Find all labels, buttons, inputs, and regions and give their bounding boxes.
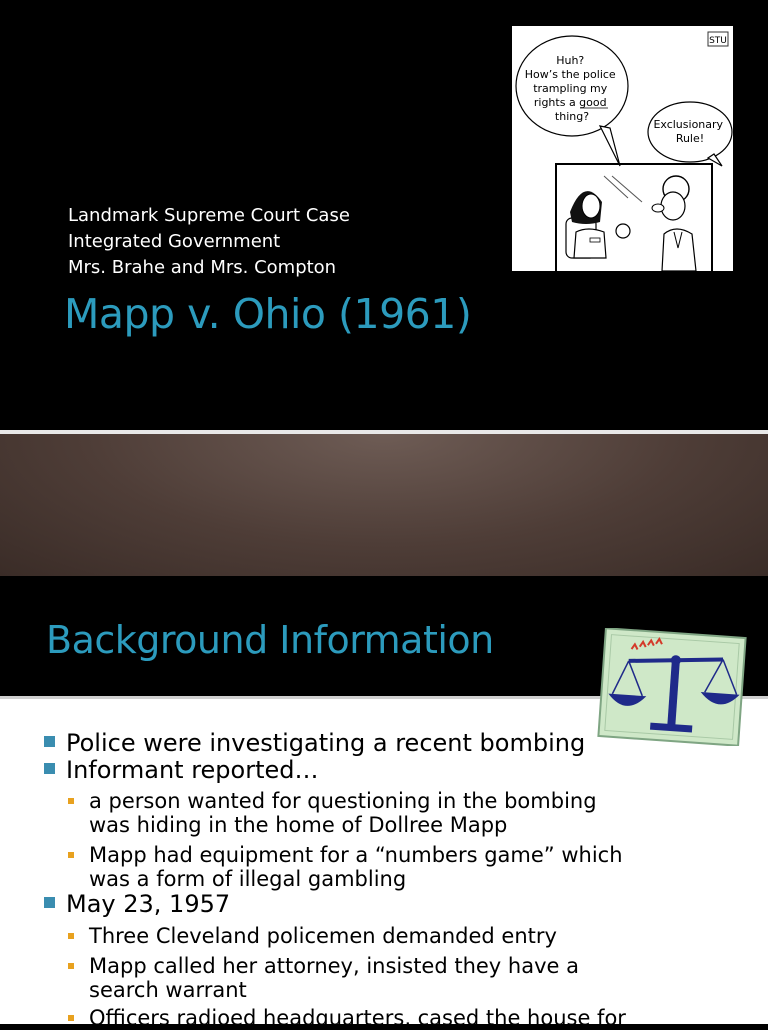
bullet-text-line: a person wanted for questioning in the bombing bbox=[89, 789, 597, 813]
man-nose bbox=[652, 204, 664, 212]
clerk-body bbox=[574, 229, 606, 258]
square-bullet-icon bbox=[44, 736, 55, 747]
bullet-text-line: was a form of illegal gambling bbox=[89, 867, 407, 891]
bubble-right-line: Exclusionary bbox=[653, 118, 724, 131]
bubble-left-line: rights a good bbox=[533, 96, 607, 109]
bullet-text: May 23, 1957 bbox=[66, 890, 231, 918]
cartoon-illustration bbox=[512, 26, 733, 271]
square-bullet-icon bbox=[68, 933, 74, 939]
bubble-left-line: trampling my bbox=[533, 82, 608, 95]
man-face bbox=[661, 192, 685, 220]
speech-bubble-left-tail bbox=[600, 126, 620, 166]
clerk-badge bbox=[590, 238, 600, 242]
speaker-hole bbox=[616, 224, 630, 238]
bubble-left-line: How’s the police bbox=[524, 68, 616, 81]
bullet-text-line: was hiding in the home of Dollree Mapp bbox=[89, 813, 508, 837]
glass-glare bbox=[612, 176, 642, 202]
subtitle-line-1: Landmark Supreme Court Case bbox=[68, 205, 350, 226]
square-bullet-icon bbox=[44, 897, 55, 908]
scales-of-justice-image bbox=[597, 628, 747, 746]
slide-blank bbox=[0, 434, 768, 576]
bubble-left-line: thing? bbox=[554, 110, 590, 123]
bullet-text-line: Mapp called her attorney, insisted they have a bbox=[89, 954, 579, 978]
square-bullet-icon bbox=[68, 1015, 74, 1021]
clerk-face bbox=[582, 194, 600, 218]
man-body bbox=[662, 229, 696, 271]
slide-title-heading: Mapp v. Ohio (1961) bbox=[64, 290, 472, 338]
square-bullet-icon bbox=[68, 798, 74, 804]
bullet-text-line: Three Cleveland policemen demanded entry bbox=[89, 924, 557, 948]
logo-text: STU bbox=[709, 36, 727, 46]
bullet-text: Police were investigating a recent bombing bbox=[66, 729, 586, 757]
bullet-text: Informant reported… bbox=[66, 756, 319, 784]
cartoon-image bbox=[512, 26, 733, 271]
scales-icon bbox=[597, 628, 747, 746]
subtitle-line-3: Mrs. Brahe and Mrs. Compton bbox=[68, 257, 337, 278]
slide-heading: Background Information bbox=[46, 618, 494, 662]
bubble-right-line: Rule! bbox=[675, 132, 705, 145]
square-bullet-icon bbox=[68, 963, 74, 969]
slide-title bbox=[0, 0, 768, 430]
bullet-text-line: Mapp had equipment for a “numbers game” which bbox=[89, 843, 623, 867]
bullet-text-line: Officers radioed headquarters, cased the house for bbox=[89, 1006, 626, 1030]
square-bullet-icon bbox=[44, 763, 55, 774]
subtitle-line-2: Integrated Government bbox=[68, 231, 281, 252]
bubble-left-line: Huh? bbox=[556, 54, 585, 67]
square-bullet-icon bbox=[68, 852, 74, 858]
bullet-text-line: search warrant bbox=[89, 978, 247, 1002]
